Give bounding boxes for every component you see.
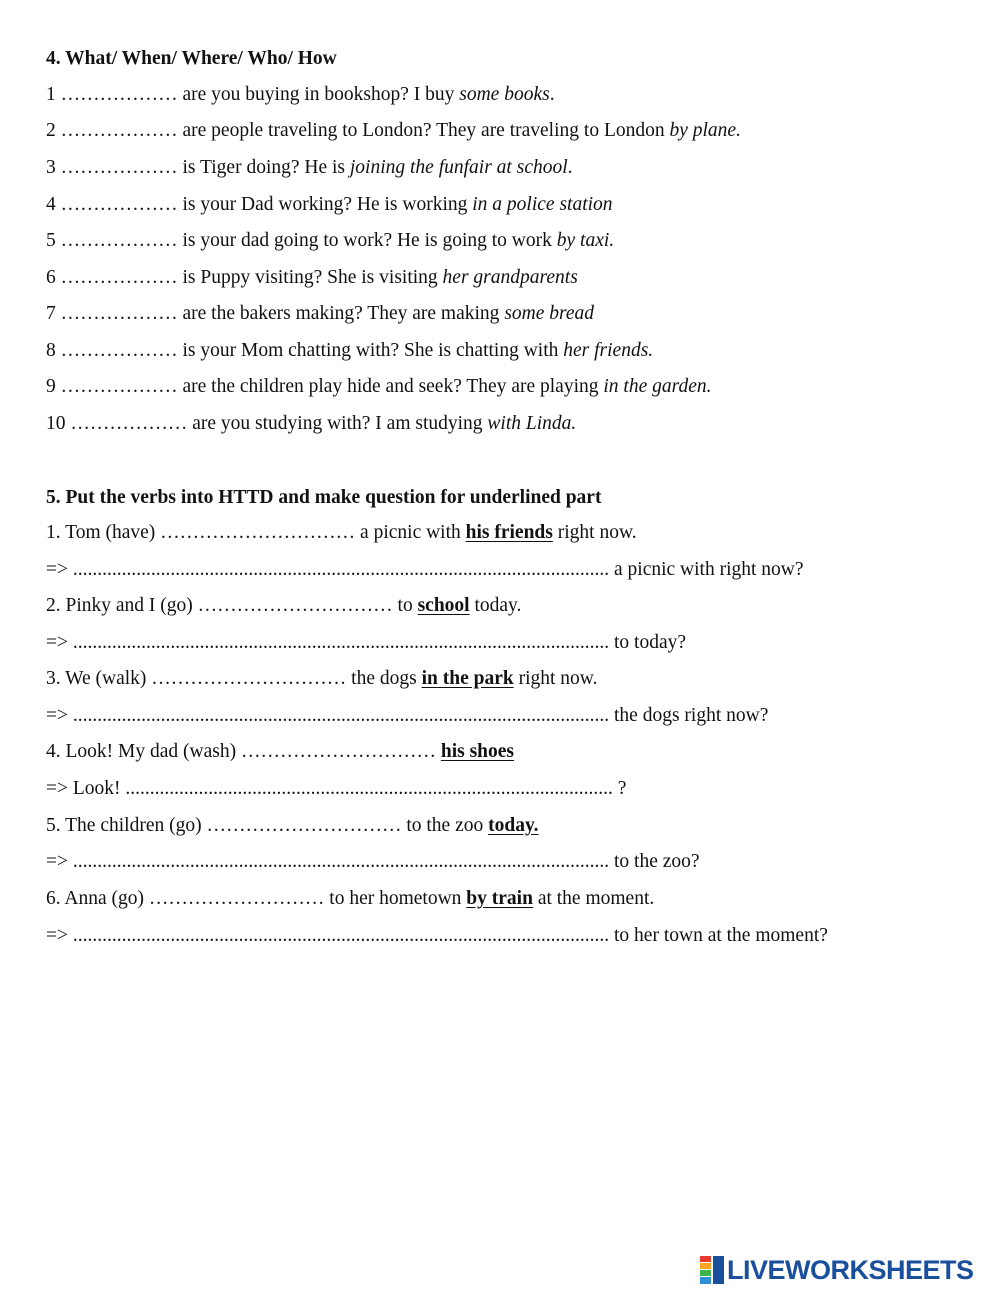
section4-item-10 <box>46 412 576 436</box>
item-number: 2 <box>46 120 56 141</box>
answer-prefix: => <box>46 851 68 872</box>
question-text: are you buying in bookshop? I buy <box>182 84 455 105</box>
answer-blank-field[interactable]: .............................................................................................................. <box>72 851 610 872</box>
underlined-part: his friends <box>465 522 553 543</box>
answer-prefix: => <box>46 559 68 580</box>
sentence-text: the dogs <box>351 668 417 689</box>
answer-blank-field[interactable]: .................................................................................................... <box>125 778 613 799</box>
question-text: is your Mom chatting with? She is chatting with <box>182 340 559 361</box>
blank-field[interactable]: ……………… <box>70 413 188 434</box>
blank-field[interactable]: ………………………… <box>151 668 347 689</box>
sentence-text: 3. We (walk) <box>46 668 147 689</box>
question-text: are the children play hide and seek? They are playing <box>182 376 599 397</box>
sentence-text: a picnic with <box>360 522 461 543</box>
blank-field[interactable]: ……………… <box>60 376 178 397</box>
section4-item-8 <box>46 339 653 363</box>
answer-suffix: a picnic with right now? <box>614 559 804 580</box>
question-text: are the bakers making? They are making <box>182 303 500 324</box>
answer-text: her grandparents <box>442 267 578 288</box>
sentence-text: to <box>397 595 413 616</box>
sentence-text: to her hometown <box>329 888 462 909</box>
sentence-text: to the zoo <box>406 815 484 836</box>
item-number: 3 <box>46 157 56 178</box>
item-number: 10 <box>46 413 66 434</box>
blank-field[interactable]: ……………… <box>60 303 178 324</box>
answer-suffix: to today? <box>614 632 687 653</box>
blank-field[interactable]: ……………… <box>60 230 178 251</box>
section5-answer-1 <box>46 558 804 582</box>
answer-text: joining the funfair at school <box>349 157 568 178</box>
sentence-text: 4. Look! My dad (wash) <box>46 741 237 762</box>
answer-text: in the garden. <box>603 376 712 397</box>
question-text: is Puppy visiting? She is visiting <box>182 267 438 288</box>
blank-field[interactable]: ……………………… <box>148 888 325 909</box>
answer-blank-field[interactable]: .............................................................................................................. <box>72 632 610 653</box>
blank-field[interactable]: ………………………… <box>160 522 356 543</box>
section4-item-5 <box>46 229 614 253</box>
blank-field[interactable]: ……………… <box>60 267 178 288</box>
answer-suffix: the dogs right now? <box>614 705 769 726</box>
section4-item-7 <box>46 302 594 326</box>
underlined-part: his shoes <box>440 741 514 762</box>
section5-answer-4 <box>46 777 626 801</box>
section4-item-9 <box>46 375 712 399</box>
answer-suffix: to the zoo? <box>614 851 700 872</box>
section5-sentence-6 <box>46 887 654 911</box>
answer-text: with Linda. <box>487 413 577 434</box>
sentence-text: today. <box>474 595 522 616</box>
item-number: 6 <box>46 267 56 288</box>
section5-sentence-3 <box>46 667 597 691</box>
answer-text: by plane. <box>669 120 741 141</box>
answer-blank-field[interactable]: .............................................................................................................. <box>72 925 610 946</box>
item-number: 8 <box>46 340 56 361</box>
underlined-part: by train <box>466 888 533 909</box>
section5-answer-3 <box>46 704 768 728</box>
item-number: 1 <box>46 84 56 105</box>
sentence-text: at the moment. <box>537 888 655 909</box>
answer-text: her friends. <box>563 340 654 361</box>
item-number: 7 <box>46 303 56 324</box>
section5-answer-6 <box>46 924 828 948</box>
liveworksheets-logo-icon <box>700 1256 724 1284</box>
question-text: are you studying with? I am studying <box>192 413 483 434</box>
section5-answer-5 <box>46 850 700 874</box>
question-text: is Tiger doing? He is <box>182 157 346 178</box>
sentence-text: 1. Tom (have) <box>46 522 156 543</box>
blank-field[interactable]: ……………… <box>60 84 178 105</box>
answer-text: in a police station <box>472 194 613 215</box>
logo-wordmark: LIVEWORKSHEETS <box>727 1254 974 1285</box>
question-text: are people traveling to London? They are traveling to London <box>182 120 665 141</box>
blank-field[interactable]: ……………… <box>60 157 178 178</box>
sentence-text: 5. The children (go) <box>46 815 202 836</box>
blank-field[interactable]: ………………………… <box>197 595 393 616</box>
answer-prefix: => <box>46 925 68 946</box>
answer-prefix: => <box>46 705 68 726</box>
answer-prefix: => Look! <box>46 778 121 799</box>
tail-text: . <box>567 157 573 178</box>
sentence-text: right now. <box>557 522 637 543</box>
blank-field[interactable]: ……………… <box>60 340 178 361</box>
section4-item-4 <box>46 193 613 217</box>
question-text: is your Dad working? He is working <box>182 194 468 215</box>
tail-text: . <box>549 84 555 105</box>
sentence-text: 6. Anna (go) <box>46 888 145 909</box>
sentence-text: right now. <box>518 668 598 689</box>
section4-heading: 4. What/ When/ Where/ Who/ How <box>46 48 337 69</box>
section5-sentence-4 <box>46 740 514 764</box>
answer-blank-field[interactable]: .............................................................................................................. <box>72 705 610 726</box>
blank-field[interactable]: ………………………… <box>240 741 436 762</box>
question-text: is your dad going to work? He is going to work <box>182 230 552 251</box>
item-number: 5 <box>46 230 56 251</box>
blank-field[interactable]: ……………… <box>60 120 178 141</box>
liveworksheets-logo <box>700 1253 974 1287</box>
section5-heading: 5. Put the verbs into HTTD and make question for underlined part <box>46 487 602 508</box>
section4-item-3 <box>46 156 573 180</box>
underlined-part: school <box>417 595 470 616</box>
item-number: 4 <box>46 194 56 215</box>
answer-text: by taxi. <box>556 230 615 251</box>
answer-suffix: to her town at the moment? <box>614 925 828 946</box>
answer-blank-field[interactable]: .............................................................................................................. <box>72 559 610 580</box>
section5-answer-2 <box>46 631 686 655</box>
answer-prefix: => <box>46 632 68 653</box>
section4-item-6 <box>46 266 578 290</box>
sentence-text: 2. Pinky and I (go) <box>46 595 193 616</box>
section5-sentence-1 <box>46 521 637 545</box>
answer-suffix: ? <box>617 778 627 799</box>
blank-field[interactable]: ……………… <box>60 194 178 215</box>
item-number: 9 <box>46 376 56 397</box>
blank-field[interactable]: ………………………… <box>206 815 402 836</box>
underlined-part: today. <box>488 815 539 836</box>
underlined-part: in the park <box>421 668 514 689</box>
answer-text: some bread <box>504 303 595 324</box>
answer-text: some books <box>459 84 550 105</box>
section4-item-2 <box>46 119 741 143</box>
section5-sentence-5 <box>46 814 539 838</box>
section5-sentence-2 <box>46 594 521 618</box>
section4-item-1 <box>46 83 555 107</box>
